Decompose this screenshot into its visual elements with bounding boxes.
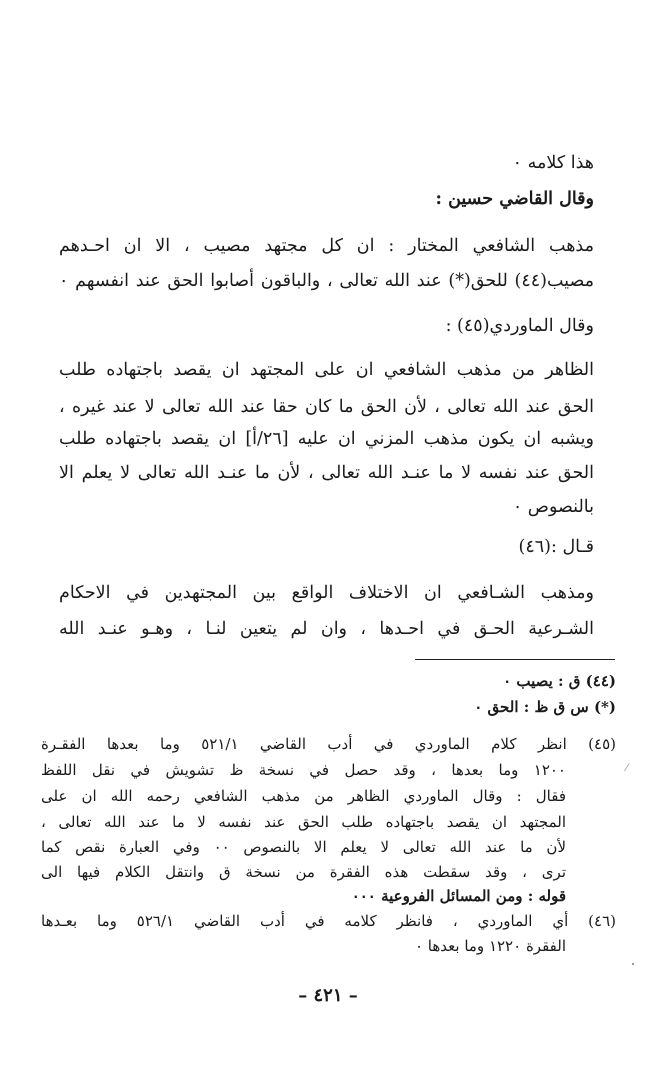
- footnote-45-line-5: لأن ما عند الله تعالى لا يعلم الا بالنصوص ٠٠ وفي العبارة نقص كما: [41, 838, 567, 856]
- body-line-7: الحق عند الله تعالى ، لأن الحق ما كان حقا عند الله تعالى لا عند غيره ،: [59, 397, 594, 417]
- footnote-separator: [415, 659, 615, 660]
- footnote-45-line-7: قوله : ومن المسائل الفروعية ٠٠٠: [351, 887, 566, 905]
- footnote-45-line-1: (٤٥) انظر كلام الماوردي في أدب القاضي ٥٢١/١ وما بعدها الفقـرة: [41, 735, 616, 753]
- body-line-9: الحق عند نفسه لا ما عنـد الله تعالى ، لأن ما عنـد الله تعالى لا يعلم الا: [59, 463, 594, 483]
- footnote-44: (٤٤) ق : يصيب ٠: [503, 672, 616, 690]
- body-line-6: الظاهر من مذهب الشافعي ان على المجتهد ان يقصد باجتهاده طلب: [59, 360, 594, 380]
- body-line-4: مصيب(٤٤) للحق(*) عند الله تعالى ، والباقون أصابوا الحق عند انفسهم ٠: [59, 271, 594, 291]
- page-number: – ٤٢١ –: [298, 985, 358, 1006]
- body-line-11: قـال :(٤٦): [518, 537, 594, 557]
- body-line-13: الشـرعية الحـق في احـدها ، وان لم يتعين لنـا ، وهـو عنـد الله: [59, 619, 594, 639]
- body-line-3: مذهب الشافعي المختار : ان كل مجتهد مصيب ، الا ان احـدهم: [59, 236, 594, 256]
- footnote-45-line-4: المجتهد ان يقصد باجتهاده طلب الحق عند نفسه لا ما عند الله تعالى ،: [41, 813, 566, 831]
- body-line-1: هذا كلامه ٠: [512, 153, 594, 173]
- footnote-46-line-2: الفقرة ١٢٢٠ وما بعدها ٠: [414, 937, 566, 955]
- footnote-star: (*) س ق ظ : الحق ٠: [474, 698, 616, 716]
- body-line-8: ويشبه ان يكون مذهب المزني ان عليه [٢٦/أ] ان يقصد باجتهاده طلب: [59, 429, 594, 449]
- footnote-45-line-2: ١٢٠٠ وما بعدها ، وقد حصل في نسخة ظ تشويش في نقل اللفظ: [41, 761, 566, 779]
- body-line-5: وقال الماوردي(٤٥) :: [445, 316, 594, 336]
- body-line-2: وقال القاضي حسين :: [435, 189, 594, 209]
- footnote-45-line-3: فقال : وقال الماوردي الظاهر من مذهب الشافعي رحمه الله ان على: [41, 787, 566, 805]
- scan-dot: [632, 963, 634, 965]
- scan-mark: ⁄: [626, 763, 628, 774]
- body-line-10: بالنصوص ٠: [512, 497, 594, 517]
- footnote-45-line-6: ترى ، وقد سقطت هذه الفقرة من نسخة ق وانتقل الكلام فيها الى: [41, 863, 566, 881]
- footnote-46-line-1: (٤٦) أي الماوردي ، فانظر كلامه في أدب القاضي ٥٢٦/١ وما بعـدها: [41, 912, 617, 930]
- body-line-12: ومذهب الشـافعي ان الاختلاف الواقع بين المجتهدين في الاحكام: [59, 583, 594, 603]
